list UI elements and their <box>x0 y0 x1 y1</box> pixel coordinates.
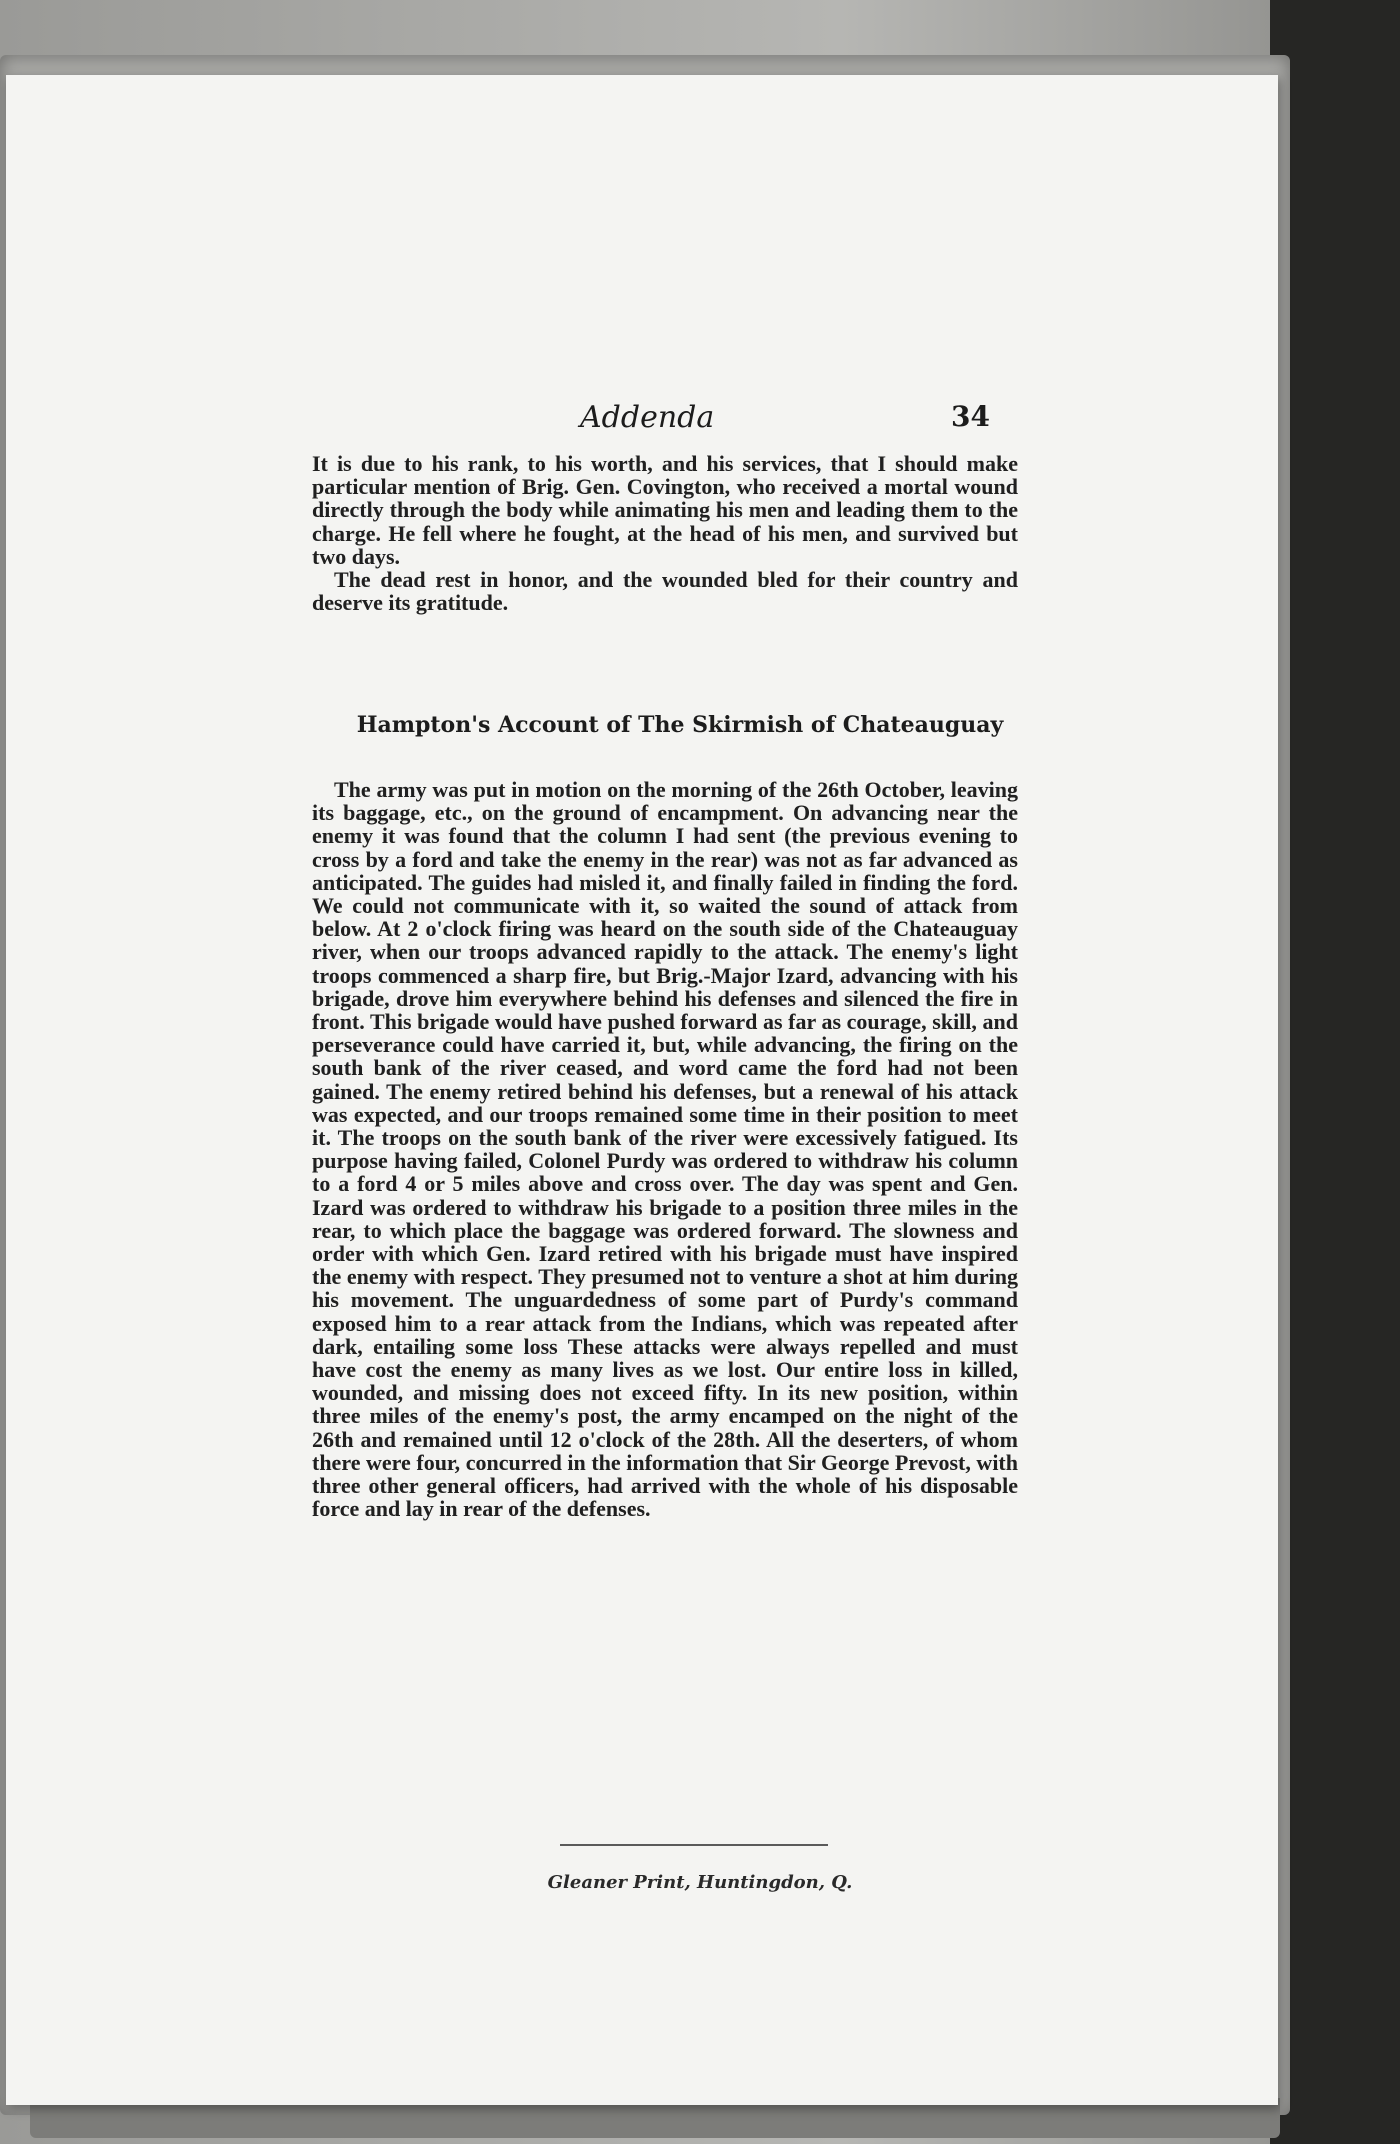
intro-paragraph: The dead rest in honor, and the wounded bled for their country and deserve its gratitude. <box>312 567 1018 616</box>
footer-rule <box>560 1844 828 1846</box>
section-paragraph: The army was put in motion on the morning of the 26th October, leaving its baggage, etc., on the ground of encampment. On advancing near the enemy it was found that the column I had sent (the previous evening to cross by a ford and take the enemy in the rear) was not as far advanced as anticipated. The guides had misled it, and finally failed in finding the ford. We could not communicate with it, so waited the sound of attack from below. At 2 o'clock firing was heard on the south side of the Chateauguay river, when our troops advanced rapidly to the attack. The enemy's light troops commenced a sharp fire, but Brig.-Major Izard, advancing with his brigade, drove him everywhere behind his defenses and silenced the fire in front. This brigade would have pushed forward as far as courage, skill, and perseverance could have carried it, but, while advancing, the firing on the south bank of the river ceased, and word came the ford had not been gained. The enemy retired behind his defenses, but a renewal of his attack was expected, and our troops remained some time in their position to meet it. The troops on the south bank of the river were excessively fatigued. Its purpose having failed, Colonel Purdy was ordered to withdraw his column to a ford 4 or 5 miles above and cross over. The day was spent and Gen. Izard was ordered to withdraw his brigade to a position three miles in the rear, to which place the baggage was ordered forward. The slowness and order with which Gen. Izard retired with his brigade must have inspired the enemy with respect. They presumed not to venture a shot at him during his movement. The unguardedness of some part of Purdy's command exposed him to a rear attack from the Indians, which was repeated after dark, entailing some loss These attacks were always repelled and must have cost the enemy as many lives as we lost. Our entire loss in killed, wounded, and missing does not exceed fifty. In its new position, within three miles of the enemy's post, the army encamped on the night of the 26th and remained until 12 o'clock of the 28th. All the deserters, of whom there were four, concurred in the information that Sir George Prevost, with three other general officers, had arrived with the whole of his disposable force and lay in rear of the defenses. <box>312 777 1018 1522</box>
intro-text <box>312 452 1018 614</box>
page-number: 34 <box>951 400 990 433</box>
section-body <box>312 778 1018 1521</box>
running-header <box>320 400 1000 440</box>
printer-imprint: Gleaner Print, Huntingdon, Q. <box>547 1872 853 1893</box>
intro-paragraph: It is due to his rank, to his worth, and his services, that I should make particular mention of Brig. Gen. Covington, who received a mortal wound directly through the body while animating his men and leading them to the charge. He fell where he fought, at the head of his men, and survived but two days. <box>312 451 1018 569</box>
running-title: Addenda <box>580 400 715 435</box>
section-heading: Hampton's Account of The Skirmish of Chateauguay <box>356 712 1004 738</box>
